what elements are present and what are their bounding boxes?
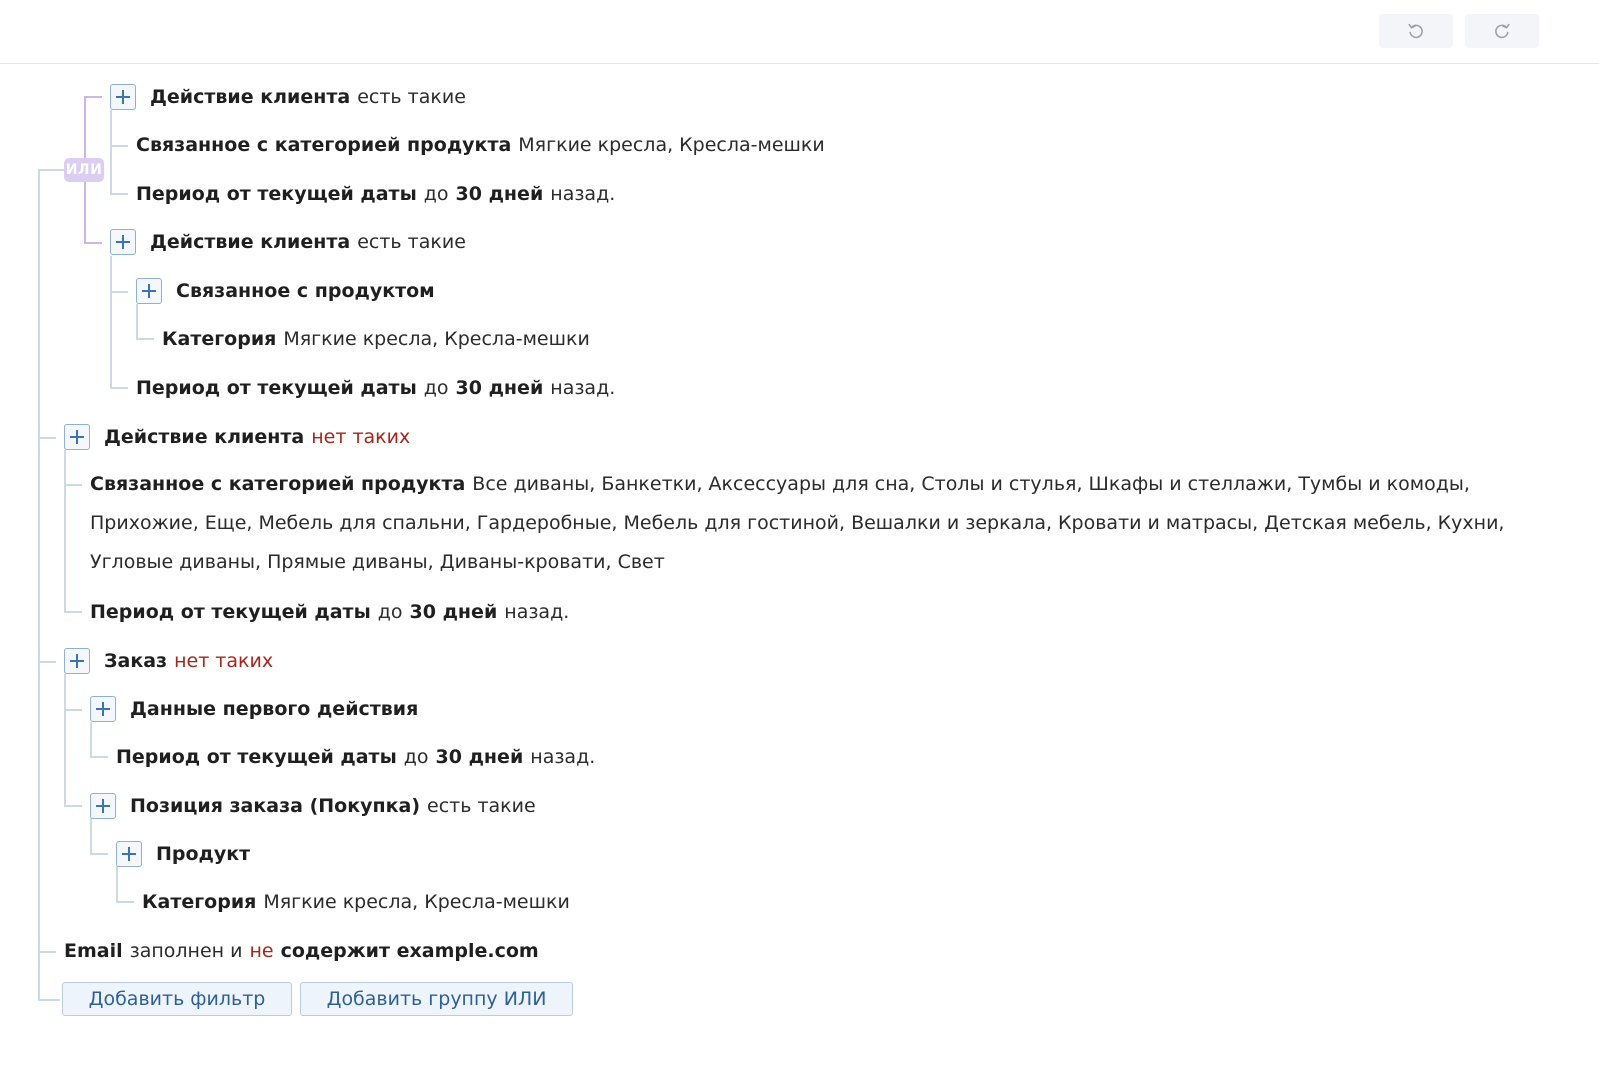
filter-category (142, 884, 570, 920)
or-group-badge[interactable]: ИЛИ (64, 158, 104, 182)
filter-title: Продукт (156, 843, 251, 865)
filter-amount: 30 дней (455, 377, 544, 399)
undo-icon (1406, 21, 1426, 41)
redo-icon (1492, 21, 1512, 41)
filter-order-item (90, 788, 536, 824)
filter-title: Email (64, 940, 123, 962)
filter-title: Период от текущей даты (136, 183, 417, 205)
expand-plus-icon[interactable] (90, 793, 116, 819)
filter-title: Связанное с продуктом (176, 280, 435, 302)
filter-word: до (423, 377, 449, 399)
filter-amount: 30 дней (455, 183, 544, 205)
undo-button[interactable] (1379, 14, 1453, 48)
filter-period (116, 739, 595, 775)
filter-customer-action-2 (110, 224, 466, 260)
add-or-group-button[interactable]: Добавить группу ИЛИ (300, 982, 573, 1016)
filter-value-line-3: Угловые диваны, Прямые диваны, Диваны-кровати, Свет (90, 551, 665, 573)
filter-product (116, 836, 250, 872)
filter-product-category-long (90, 465, 1504, 582)
expand-plus-icon[interactable] (90, 696, 116, 722)
filter-value-line-2: Прихожие, Еще, Мебель для спальни, Гардеробные, Мебель для гостиной, Вешалки и зеркала, Кровати и матрасы, Детская мебель, Кухни, (90, 512, 1505, 534)
filter-customer-action-3 (64, 419, 410, 455)
filter-word: до (403, 746, 429, 768)
filter-period (136, 176, 615, 212)
filter-tail: назад. (530, 746, 596, 768)
filter-order (64, 643, 273, 679)
expand-plus-icon[interactable] (110, 84, 136, 110)
filter-customer-action-1 (110, 79, 466, 115)
filter-negation: не (249, 940, 274, 962)
filter-tail: назад. (550, 377, 616, 399)
filter-value: нет таких (311, 426, 411, 448)
filter-amount: 30 дней (409, 601, 498, 623)
filter-word: до (423, 183, 449, 205)
add-filter-button[interactable]: Добавить фильтр (62, 982, 292, 1016)
toolbar (0, 0, 1599, 64)
expand-plus-icon[interactable] (116, 841, 142, 867)
filter-word: до (377, 601, 403, 623)
filter-value-line-1: Все диваны, Банкетки, Аксессуары для сна, Столы и стулья, Шкафы и стеллажи, Тумбы и комоды, (472, 473, 1470, 495)
filter-tail: назад. (550, 183, 616, 205)
filter-tail: назад. (504, 601, 570, 623)
filter-title: Категория (162, 328, 277, 350)
filter-value: есть такие (427, 795, 536, 817)
filter-value: Мягкие кресла, Кресла-мешки (283, 328, 590, 350)
filter-value: есть такие (357, 231, 466, 253)
filter-title: Период от текущей даты (116, 746, 397, 768)
expand-plus-icon[interactable] (64, 424, 90, 450)
filter-title: Категория (142, 891, 257, 913)
filter-category (162, 321, 590, 357)
filter-product-category (136, 127, 825, 163)
filter-value: Мягкие кресла, Кресла-мешки (518, 134, 825, 156)
filter-title: Период от текущей даты (90, 601, 371, 623)
filter-email (64, 933, 539, 969)
expand-plus-icon[interactable] (136, 278, 162, 304)
filter-word: заполнен и (129, 940, 243, 962)
filter-value: Мягкие кресла, Кресла-мешки (263, 891, 570, 913)
filter-period (136, 370, 615, 406)
filter-title: Действие клиента (104, 426, 305, 448)
filter-related-product (136, 273, 435, 309)
filter-tail: содержит example.com (280, 940, 539, 962)
filter-title: Данные первого действия (130, 698, 419, 720)
filter-title: Связанное с категорией продукта (136, 134, 512, 156)
redo-button[interactable] (1465, 14, 1539, 48)
filter-title: Связанное с категорией продукта (90, 473, 466, 495)
filter-title: Действие клиента (150, 231, 351, 253)
filter-title: Период от текущей даты (136, 377, 417, 399)
expand-plus-icon[interactable] (64, 648, 90, 674)
filter-amount: 30 дней (435, 746, 524, 768)
filter-period (90, 594, 569, 630)
filter-title: Позиция заказа (Покупка) (130, 795, 421, 817)
filter-value: есть такие (357, 86, 466, 108)
filter-title: Действие клиента (150, 86, 351, 108)
expand-plus-icon[interactable] (110, 229, 136, 255)
filter-value: нет таких (174, 650, 274, 672)
filter-first-action-data (90, 691, 418, 727)
filter-title: Заказ (104, 650, 168, 672)
